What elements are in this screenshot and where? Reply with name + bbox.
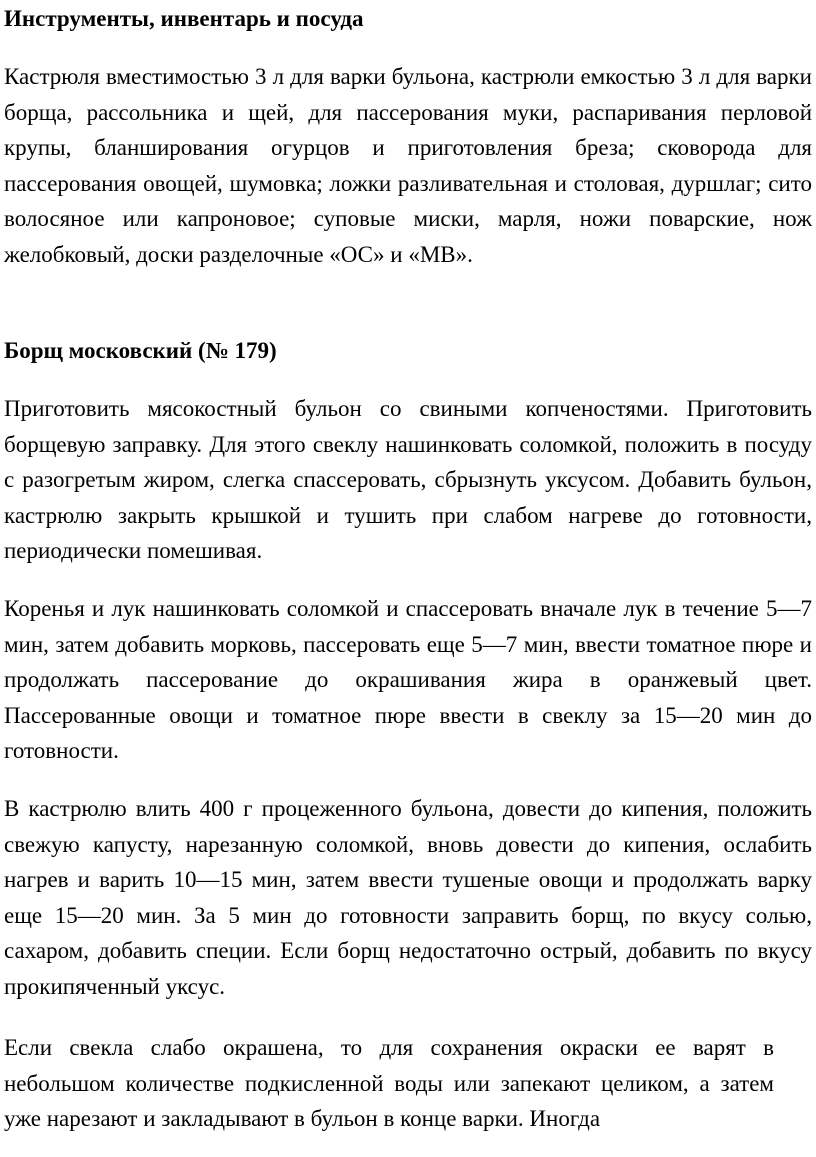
borscht-paragraph-4: Если свекла слабо окрашена, то для сохранения окраски ее варят в небольшом количестве подкисленной воды или запекают целиком, а затем уже нарезают и закладывают в бульон в конце варки. Иногда	[4, 1035, 774, 1131]
borscht-paragraph-3: В кастрюлю влить 400 г процеженного бульона, довести до кипения, положить свежую капусту, нарезанную соломкой, вновь довести до кипения, ослабить нагрев и варить 10—15 мин, затем ввести тушеные овощи и продолжать варку еще 15—20 мин. За 5 мин до готовности заправить борщ, по вкусу солью, сахаром, добавить специи. Если борщ недостаточно острый, добавить по вкусу прокипяченный уксус.	[4, 796, 812, 999]
borscht-paragraph-1: Приготовить мясокостный бульон со свиными копченостями. Приготовить борщевую заправку. Для этого свеклу нашинковать соломкой, положить в посуду с разогретым жиром, слегка спассеровать, сбрызнуть уксусом. Добавить бульон, кастрюлю закрыть крышкой и тушить при слабом нагреве до готовности, периодически помешивая.	[4, 396, 812, 563]
borscht-paragraph-2: Коренья и лук нашинковать соломкой и спассеровать вначале лук в течение 5—7 мин, затем добавить морковь, пассеровать еще 5—7 мин, ввести томатное пюре и продолжать пассерование до окрашивания жира в оранжевый цвет. Пассерованные овощи и томатное пюре ввести в свеклу за 15—20 мин до готовности.	[4, 596, 812, 763]
section-heading-tools: Инструменты, инвентарь и посуда	[4, 6, 364, 31]
document-page	[4, 0, 814, 1157]
section-heading-borscht: Борщ московский (№ 179)	[4, 338, 277, 363]
tools-paragraph: Кастрюля вместимостью 3 л для варки бульона, кастрюли емкостью 3 л для варки борща, рассольника и щей, для пассерования муки, распаривания перловой крупы, бланширования огурцов и приготовления бреза; сковорода для пассерования овощей, шумовка; ложки разливательная и столовая, дуршлаг; сито волосяное или капроновое; суповые миски, марля, ножи поварские, нож желобковый, доски разделочные «ОС» и «МВ».	[4, 64, 812, 267]
